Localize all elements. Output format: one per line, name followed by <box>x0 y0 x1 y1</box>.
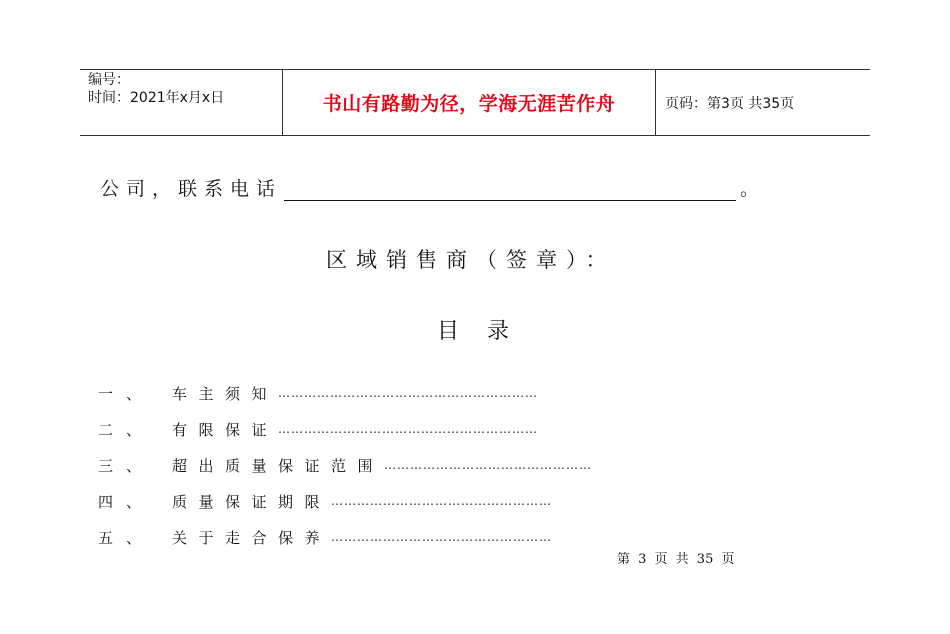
toc-item-label: 车主须知 <box>172 384 279 403</box>
contact-prefix: 公司，联系电话 <box>100 178 283 200</box>
toc-item-number: 三、 <box>98 456 155 475</box>
toc-item-number: 一、 <box>98 384 155 403</box>
contact-suffix: 。 <box>740 178 760 200</box>
toc-item-label: 超出质量保证范围 <box>172 456 385 475</box>
toc-item-label: 关于走合保养 <box>172 528 332 547</box>
toc-item[interactable] <box>98 375 592 411</box>
toc-item-label: 有限保证 <box>172 420 279 439</box>
toc-item[interactable] <box>98 447 592 483</box>
toc-item-number: 二、 <box>98 420 155 439</box>
toc-item-number: 五、 <box>98 528 155 547</box>
toc-item-leader: …………………………………………………… <box>278 386 539 400</box>
header-meta <box>80 70 282 135</box>
contact-line <box>100 174 759 201</box>
toc-item-leader: ………………………………………… <box>384 458 593 472</box>
number-label: 编号： <box>88 72 130 88</box>
phone-blank <box>284 178 736 201</box>
toc-item-leader: …………………………………………………… <box>278 422 539 436</box>
toc-item[interactable] <box>98 411 592 447</box>
toc-item-label: 质量保证期限 <box>172 492 332 511</box>
toc-item-leader: …………………………………………… <box>331 530 553 544</box>
toc-item-leader: …………………………………………… <box>331 494 553 508</box>
motto: 书山有路勤为径，学海无涯苦作舟 <box>282 70 656 135</box>
page-info: 页码：第3页 共35页 <box>665 95 795 112</box>
toc-item-number: 四、 <box>98 492 155 511</box>
header-table <box>80 69 870 136</box>
toc-list <box>98 375 592 555</box>
page-footer: 第 3 页 共 35 页 <box>617 552 735 567</box>
time-label: 时间：2021年x月x日 <box>88 90 225 106</box>
toc-item[interactable] <box>98 519 592 555</box>
toc-title: 目录 <box>436 319 537 344</box>
toc-item[interactable] <box>98 483 592 519</box>
dealer-sign-label: 区域销售商（签章）： <box>326 248 616 272</box>
